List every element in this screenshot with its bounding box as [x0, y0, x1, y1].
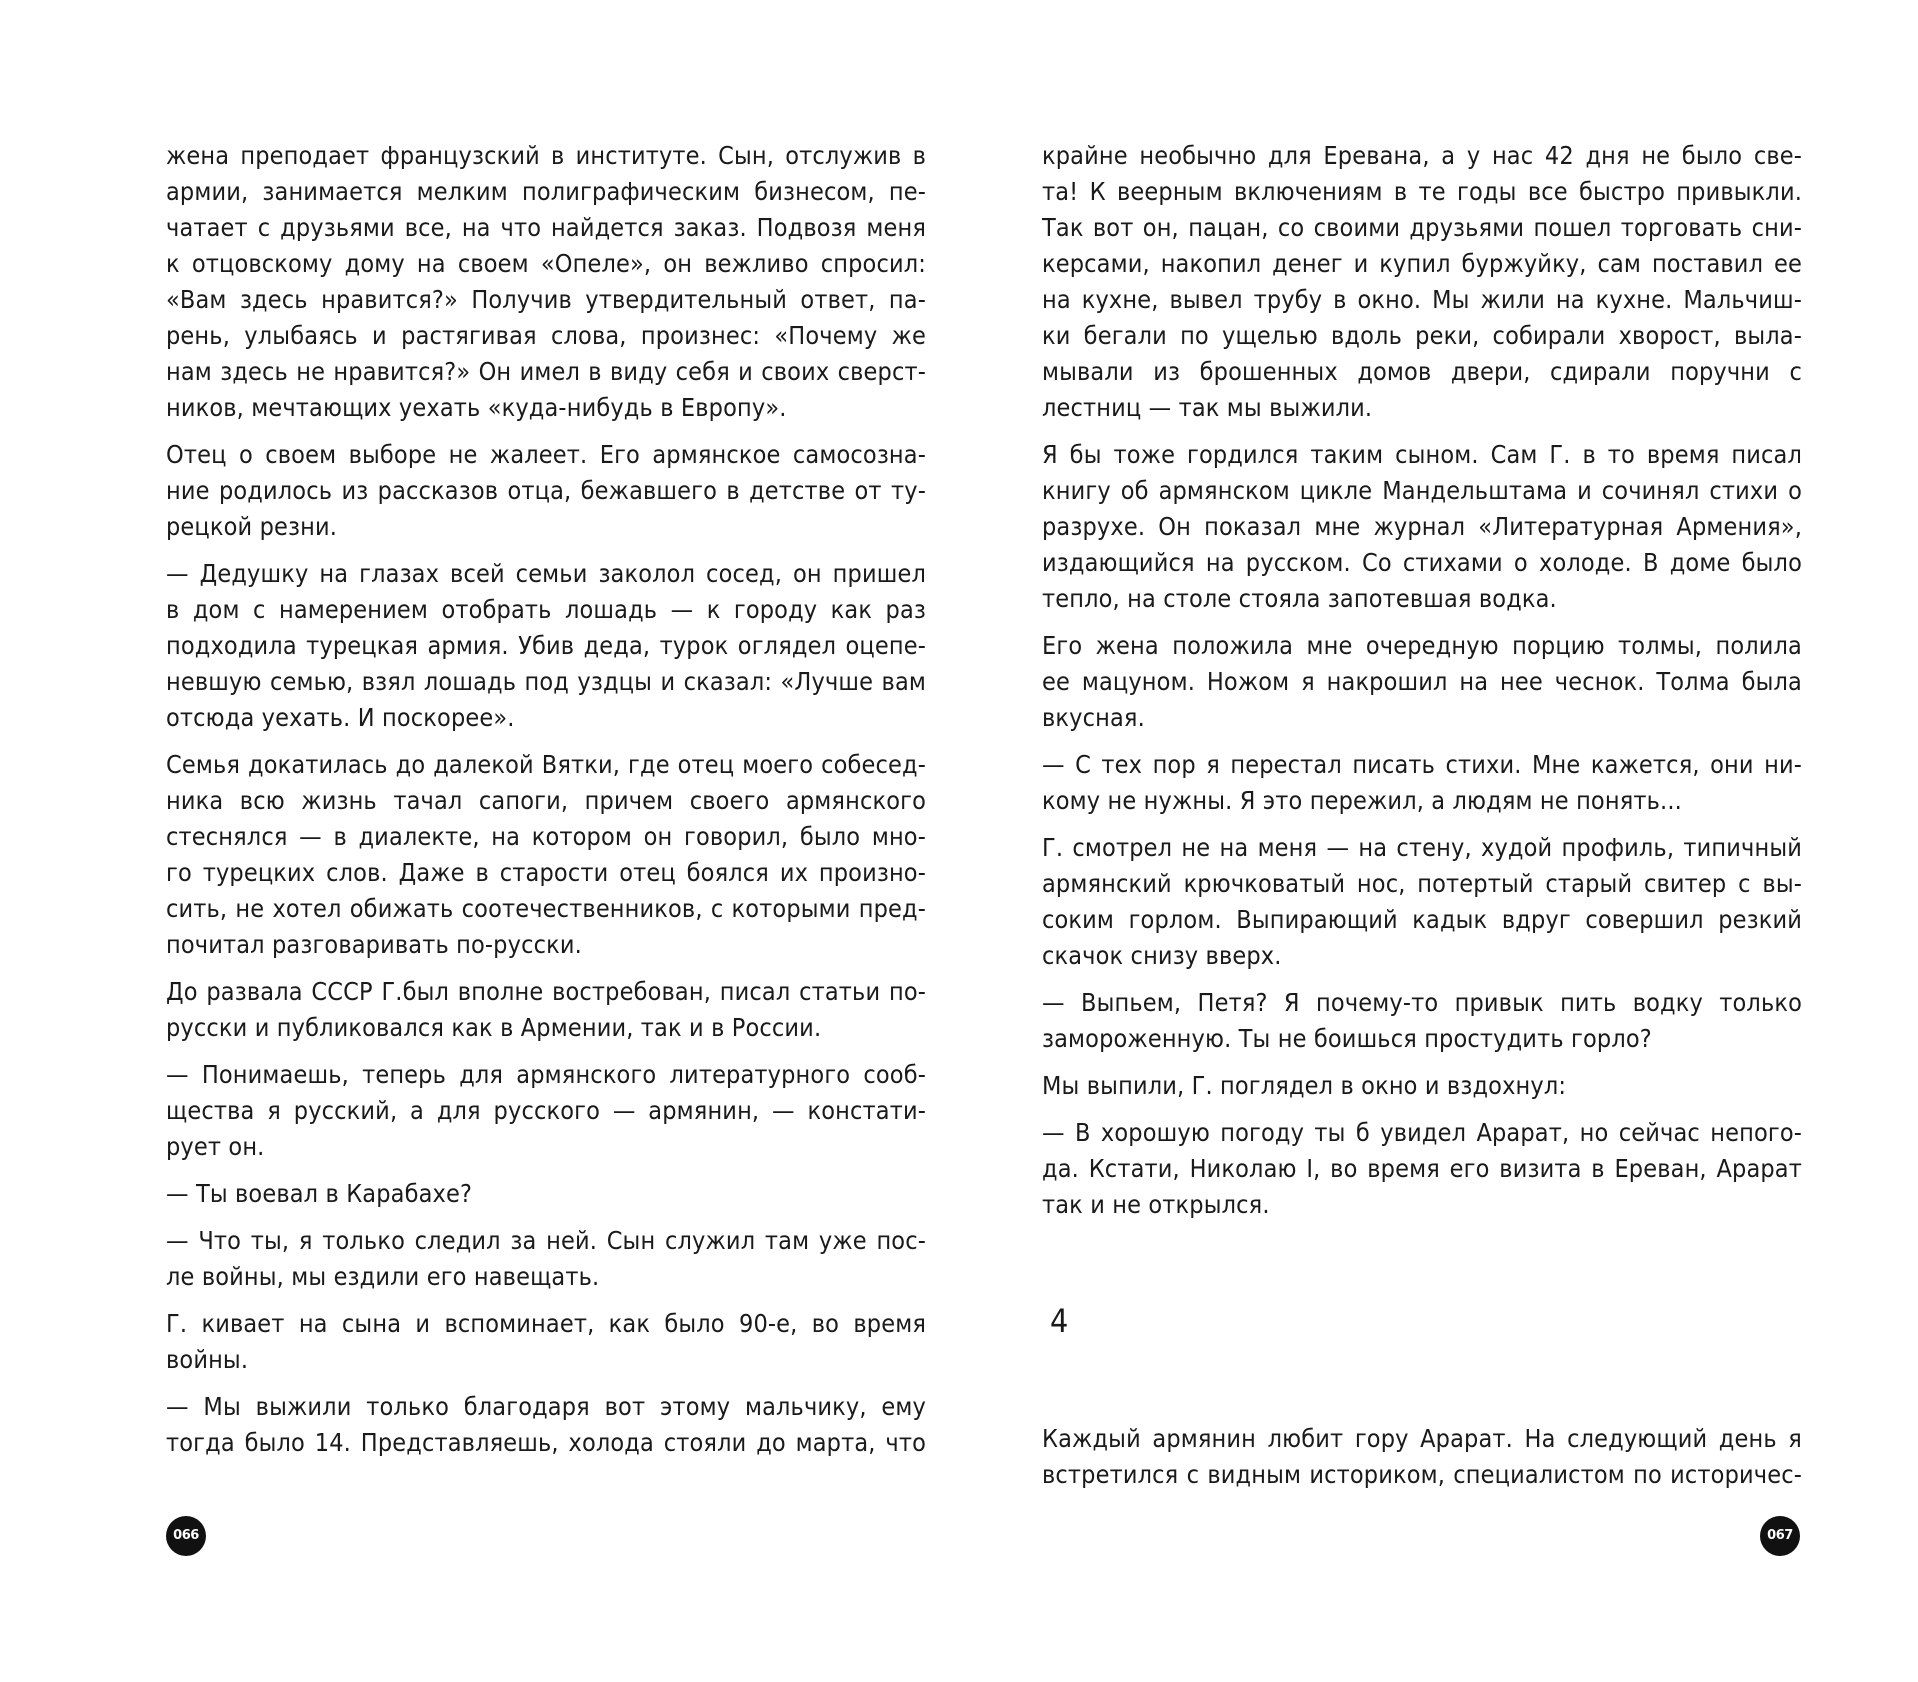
text-line: «Вам здесь нравится?» Получив утвердительный ответ, па- — [166, 285, 926, 314]
paragraph — [1042, 747, 1802, 819]
right-page-text-after — [1042, 1421, 1802, 1493]
text-line: вкусная. — [1042, 703, 1145, 732]
text-line: — Выпьем, Петя? Я почему-то привык пить водку только — [1042, 988, 1802, 1017]
text-line: щества я русский, а для русского — армянин, — констати- — [166, 1096, 926, 1125]
text-line: книгу об армянском цикле Мандельштама и сочинял стихи о — [1042, 476, 1802, 505]
text-line: мывали из брошенных домов двери, сдирали поручни с — [1042, 357, 1802, 386]
paragraph — [166, 747, 926, 963]
paragraph — [1042, 830, 1802, 974]
text-line: армянский крючковатый нос, потертый старый свитер с вы- — [1042, 869, 1802, 898]
text-line: — Что ты, я только следил за ней. Сын служил там уже пос- — [166, 1226, 926, 1255]
text-line: в дом с намерением отобрать лошадь — к городу как раз — [166, 595, 926, 624]
paragraph — [166, 1389, 926, 1461]
right-page-text-before — [1042, 138, 1802, 1223]
text-line: лестниц — так мы выжили. — [1042, 393, 1373, 422]
text-line: ле войны, мы ездили его навещать. — [166, 1262, 600, 1291]
text-line: Я бы тоже гордился таким сыном. Сам Г. в то время писал — [1042, 440, 1802, 469]
text-line: рень, улыбаясь и растягивая слова, произнес: «Почему же — [166, 321, 926, 350]
text-line: кому не нужны. Я это пережил, а людям не понять... — [1042, 786, 1682, 815]
text-line: ее мацуном. Ножом я накрошил на нее чеснок. Толма была — [1042, 667, 1802, 696]
text-line: ки бегали по ущелью вдоль реки, собирали хворост, выла- — [1042, 321, 1802, 350]
text-line: встретился с видным историком, специалистом по историчес- — [1042, 1460, 1802, 1489]
text-line: ников, мечтающих уехать «куда-нибудь в Европу». — [166, 393, 787, 422]
text-line: соким горлом. Выпирающий кадык вдруг совершил резкий — [1042, 905, 1802, 934]
text-line: русски и публиковался как в Армении, так и в России. — [166, 1013, 822, 1042]
paragraph — [1042, 1421, 1802, 1493]
text-line: жена преподает французский в институте. Сын, отслужив в — [166, 141, 926, 170]
text-line: разрухе. Он показал мне журнал «Литературная Армения», — [1042, 512, 1802, 541]
text-line: сить, не хотел обижать соотечественников, с которыми пред- — [166, 894, 926, 923]
text-line: ника всю жизнь тачал сапоги, причем своего армянского — [166, 786, 926, 815]
text-line: Г. смотрел не на меня — на стену, худой профиль, типичный — [1042, 833, 1802, 862]
text-line: Его жена положила мне очередную порцию толмы, полила — [1042, 631, 1802, 660]
text-line: армии, занимается мелким полиграфическим бизнесом, пе- — [166, 177, 926, 206]
left-page — [166, 138, 926, 1588]
paragraph — [1042, 1115, 1802, 1223]
section-number: 4 — [1050, 1302, 1069, 1340]
text-line: — Мы выжили только благодаря вот этому мальчику, ему — [166, 1392, 926, 1421]
text-line: — В хорошую погоду ты б увидел Арарат, но сейчас непого- — [1042, 1118, 1802, 1147]
text-line: Семья докатилась до далекой Вятки, где отец моего собесед- — [166, 750, 926, 779]
text-line: отсюда уехать. И поскорее». — [166, 703, 515, 732]
text-line: тогда было 14. Представляешь, холода стояли до марта, что — [166, 1428, 926, 1457]
text-line: к отцовскому дому на своем «Опеле», он вежливо спросил: — [166, 249, 926, 278]
text-line: крайне необычно для Еревана, а у нас 42 дня не было све- — [1042, 141, 1802, 170]
paragraph — [166, 1223, 926, 1295]
text-line: войны. — [166, 1345, 249, 1374]
text-line: издающийся на русском. Со стихами о холоде. В доме было — [1042, 548, 1802, 577]
text-line: рецкой резни. — [166, 512, 338, 541]
text-line: До развала СССР Г.был вполне востребован, писал статьи по- — [166, 977, 926, 1006]
text-line: — С тех пор я перестал писать стихи. Мне кажется, они ни- — [1042, 750, 1802, 779]
text-line: подходила турецкая армия. Убив деда, турок оглядел оцепе- — [166, 631, 926, 660]
text-line: та! К веерным включениям в те годы все быстро привыкли. — [1042, 177, 1802, 206]
paragraph — [1042, 138, 1802, 426]
paragraph — [1042, 437, 1802, 617]
page-number-right: 067 — [1760, 1516, 1800, 1556]
text-line: чатает с друзьями все, на что найдется заказ. Подвозя меня — [166, 213, 926, 242]
paragraph — [1042, 985, 1802, 1057]
paragraph — [166, 1176, 926, 1212]
page-number-left: 066 — [166, 1516, 206, 1556]
text-line: го турецких слов. Даже в старости отец боялся их произно- — [166, 858, 926, 887]
paragraph — [166, 556, 926, 736]
text-line: невшую семью, взял лошадь под уздцы и сказал: «Лучше вам — [166, 667, 926, 696]
text-line: Отец о своем выборе не жалеет. Его армянское самосозна- — [166, 440, 926, 469]
text-line: Мы выпили, Г. поглядел в окно и вздохнул: — [1042, 1071, 1567, 1100]
text-line: стеснялся — в диалекте, на котором он говорил, было мно- — [166, 822, 926, 851]
paragraph — [1042, 1068, 1802, 1104]
text-line: Так вот он, пацан, со своими друзьями пошел торговать сни- — [1042, 213, 1802, 242]
text-line: замороженную. Ты не боишься простудить горло? — [1042, 1024, 1652, 1053]
text-line: ние родилось из рассказов отца, бежавшего в детстве от ту- — [166, 476, 926, 505]
paragraph — [166, 437, 926, 545]
text-line: да. Кстати, Николаю I, во время его визита в Ереван, Арарат — [1042, 1154, 1802, 1183]
paragraph — [166, 1306, 926, 1378]
paragraph — [1042, 628, 1802, 736]
text-line: на кухне, вывел трубу в окно. Мы жили на кухне. Мальчиш- — [1042, 285, 1802, 314]
text-line: так и не открылся. — [1042, 1190, 1270, 1219]
text-line: рует он. — [166, 1132, 265, 1161]
text-line: Г. кивает на сына и вспоминает, как было 90-е, во время — [166, 1309, 926, 1338]
paragraph — [166, 1057, 926, 1165]
text-line: — Ты воевал в Карабахе? — [166, 1179, 473, 1208]
paragraph — [166, 138, 926, 426]
text-line: почитал разговаривать по-русски. — [166, 930, 582, 959]
text-line: Каждый армянин любит гору Арарат. На следующий день я — [1042, 1424, 1802, 1453]
right-page — [1042, 138, 1802, 1588]
text-line: — Понимаешь, теперь для армянского литературного сооб- — [166, 1060, 926, 1089]
text-line: — Дедушку на глазах всей семьи заколол сосед, он пришел — [166, 559, 926, 588]
text-line: тепло, на столе стояла запотевшая водка. — [1042, 584, 1557, 613]
paragraph — [166, 974, 926, 1046]
text-line: скачок снизу вверх. — [1042, 941, 1282, 970]
text-line: нам здесь не нравится?» Он имел в виду себя и своих сверст- — [166, 357, 926, 386]
text-line: керсами, накопил денег и купил буржуйку, сам поставил ее — [1042, 249, 1802, 278]
